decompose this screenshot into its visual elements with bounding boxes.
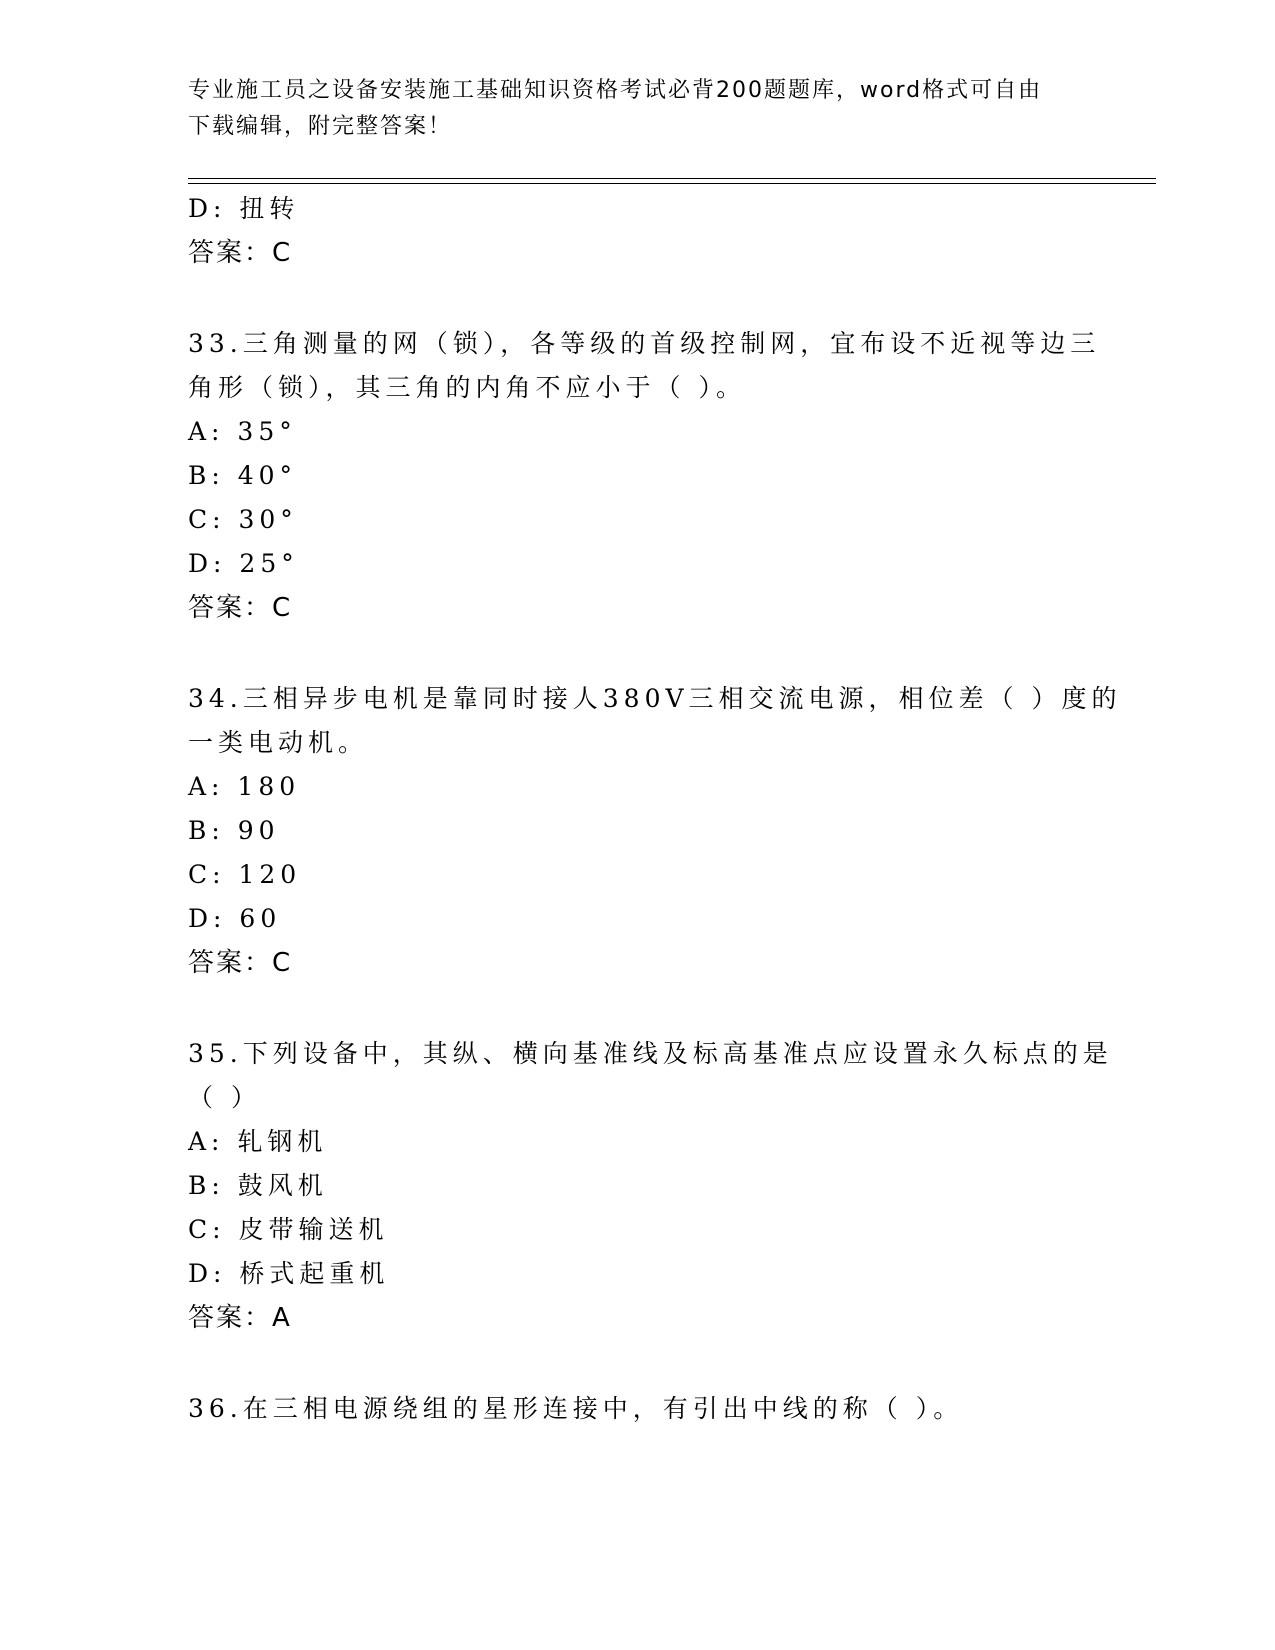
- question-33-text-line-1: 33.三角测量的网（锁），各等级的首级控制网，宜布设不近视等边三: [188, 329, 1101, 358]
- answer-line: 答案：C: [188, 238, 293, 268]
- answer-line: 答案：C: [188, 948, 293, 978]
- header-divider-top: [188, 178, 1156, 179]
- header-divider-bottom: [188, 183, 1156, 184]
- option-d: D: 桥式起重机: [188, 1259, 390, 1288]
- option-b: B: 鼓风机: [188, 1171, 328, 1200]
- question-34-text-line-2: 一类电动机。: [188, 728, 369, 757]
- option-d: D: 扭转: [188, 194, 300, 223]
- option-c: C: 皮带输送机: [188, 1215, 389, 1244]
- option-a: A: 35°: [188, 417, 297, 446]
- option-d: D: 60: [188, 904, 282, 933]
- document-header: [188, 73, 1068, 145]
- question-34-text-line-1: 34.三相异步电机是靠同时接人380V三相交流电源，相位差（ ）度的: [188, 684, 1122, 713]
- header-title-line-2: 下载编辑，附完整答案！: [188, 114, 453, 139]
- option-a: A: 轧钢机: [188, 1127, 328, 1156]
- option-c: C: 120: [188, 860, 302, 889]
- question-35-text-line-2: （ ）: [188, 1083, 261, 1112]
- option-b: B: 40°: [188, 461, 298, 490]
- option-d: D: 25°: [188, 549, 299, 578]
- option-a: A: 180: [188, 772, 301, 801]
- question-35-text-line-1: 35.下列设备中，其纵、横向基准线及标高基准点应设置永久标点的是: [188, 1039, 1113, 1068]
- option-c: C: 30°: [188, 505, 298, 534]
- question-33-text-line-2: 角形（锁），其三角的内角不应小于（ ）。: [188, 373, 746, 402]
- answer-line: 答案：C: [188, 593, 293, 623]
- option-b: B: 90: [188, 816, 280, 845]
- header-title-line-1: 专业施工员之设备安装施工基础知识资格考试必背200题题库，word格式可自由: [188, 78, 1043, 103]
- answer-line: 答案：A: [188, 1303, 292, 1333]
- question-36-text-line-1: 36.在三相电源绕组的星形连接中，有引出中线的称（ ）。: [188, 1394, 964, 1423]
